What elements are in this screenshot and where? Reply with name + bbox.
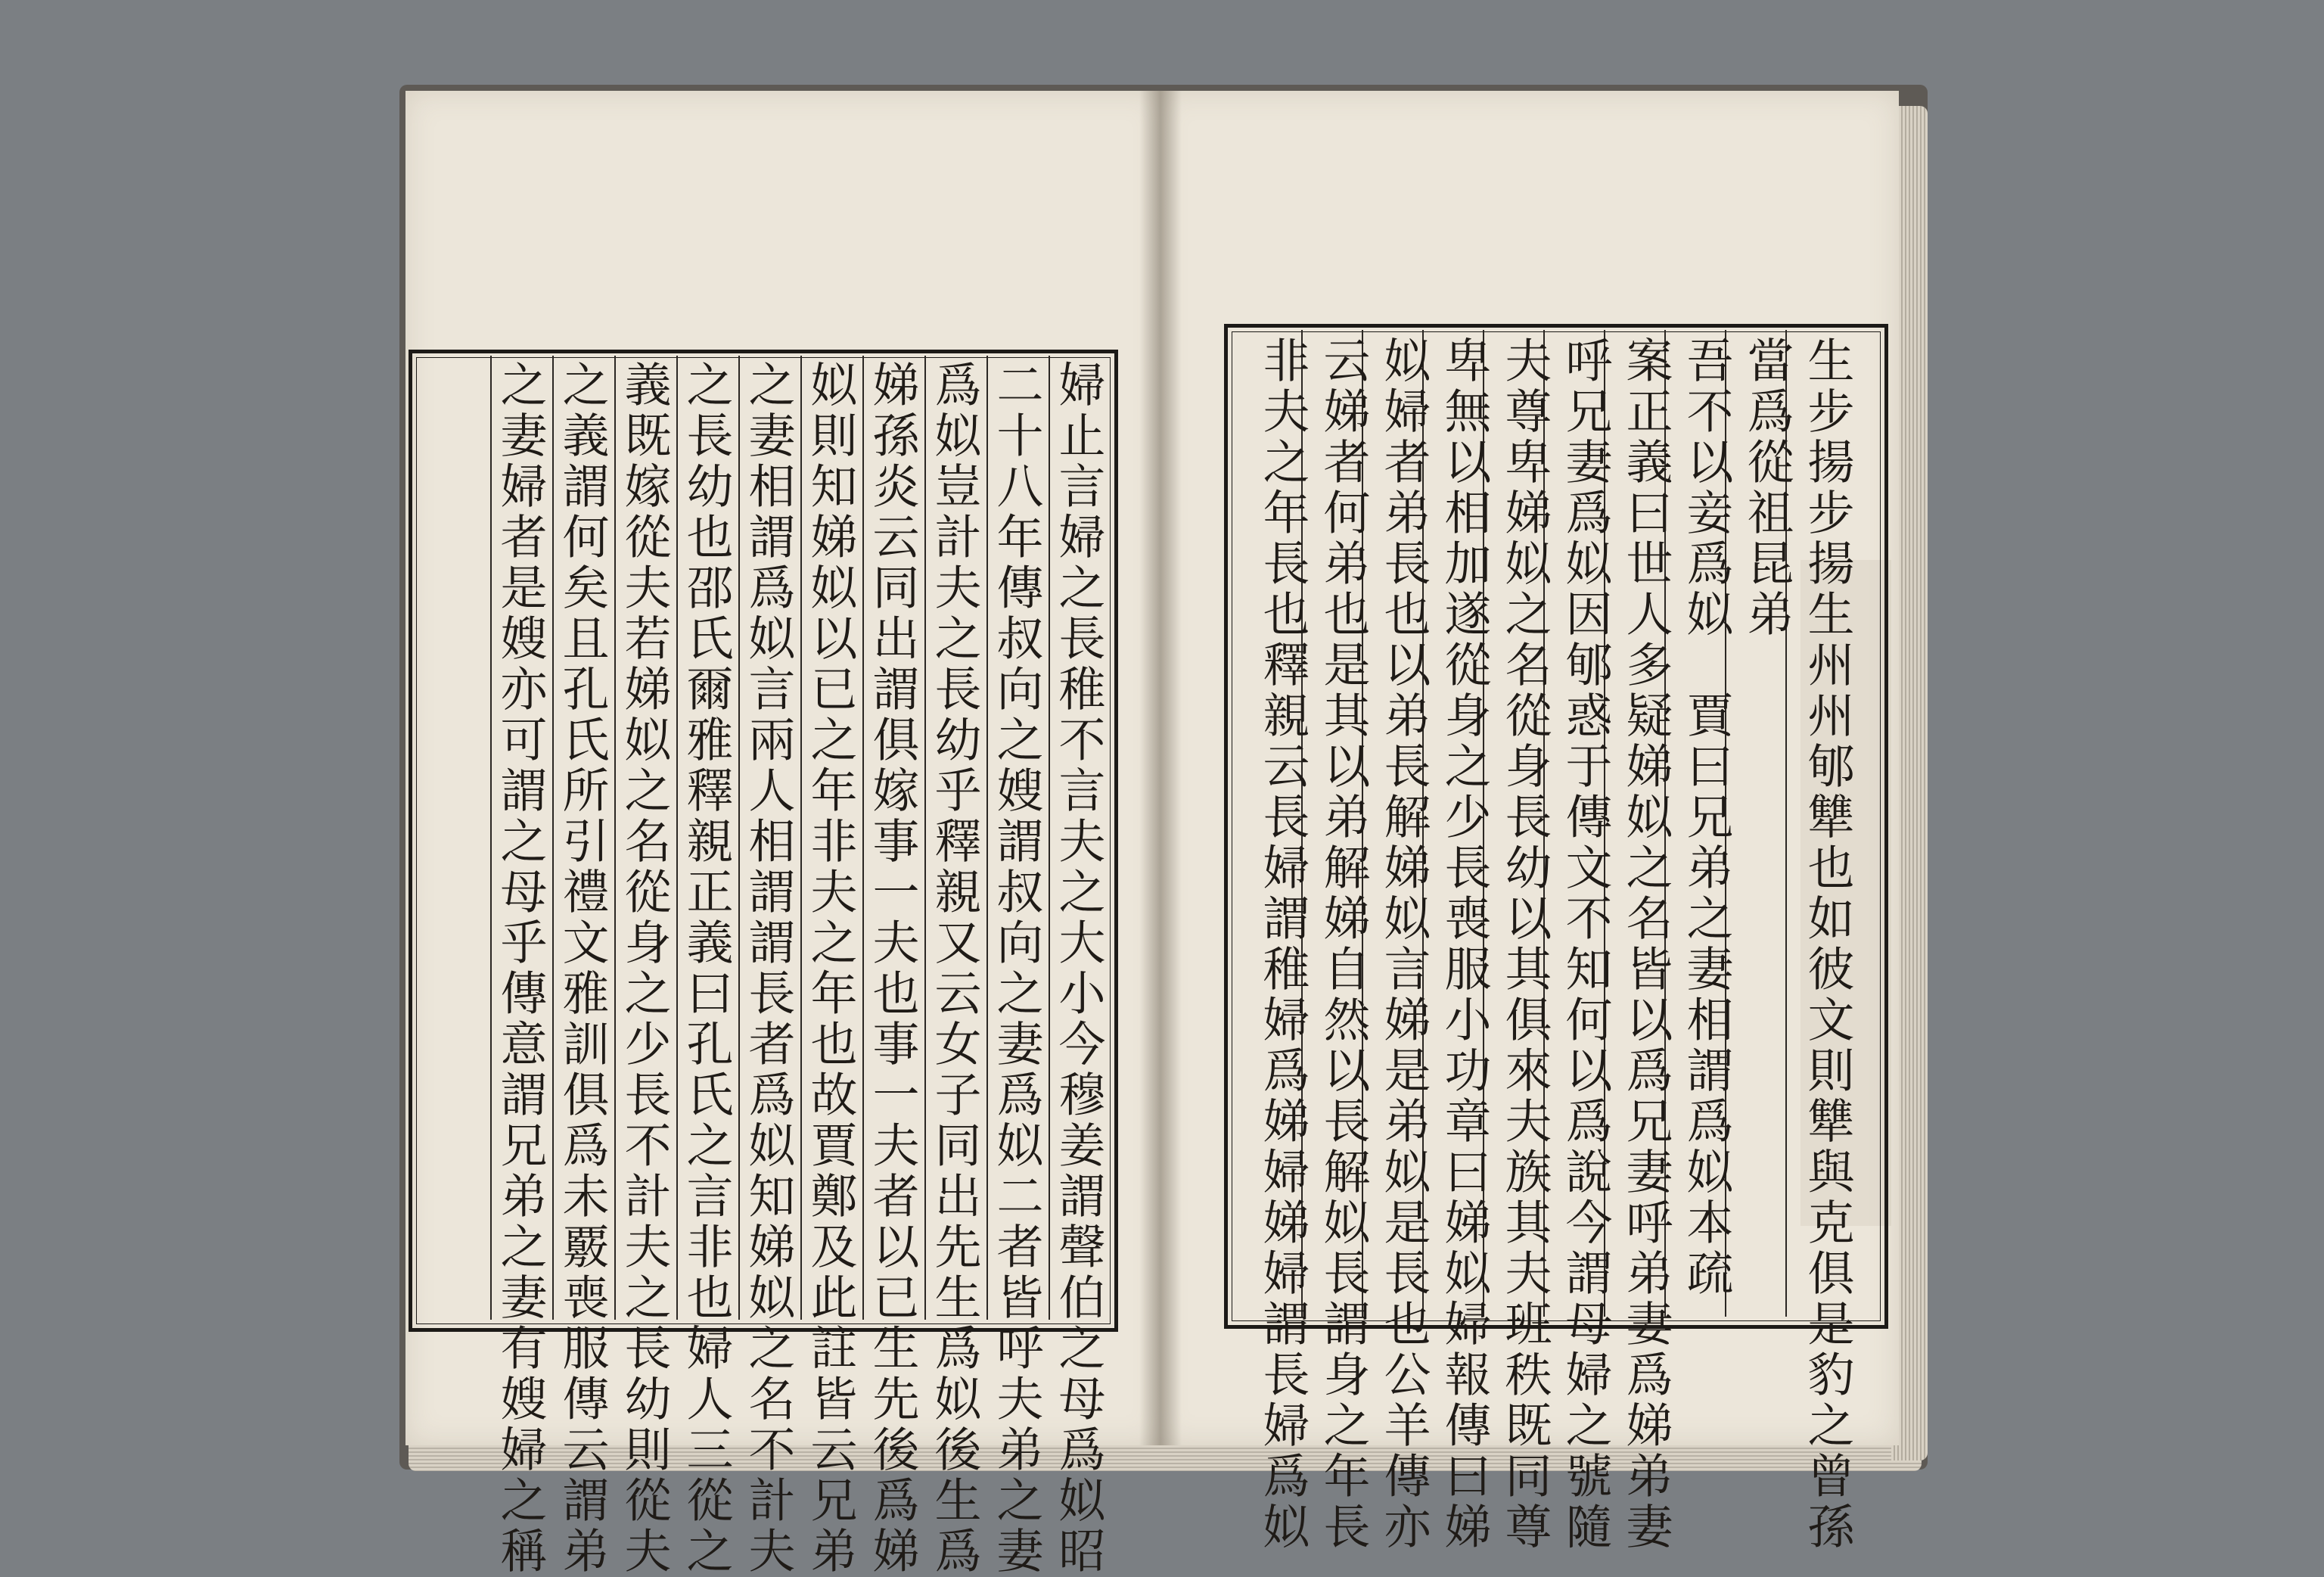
text-column: 吾不以妾爲姒 賈曰兄弟之妻相謂爲姒本疏 — [1679, 336, 1734, 1299]
text-column: 之妻相謂爲姒言兩人相謂謂長者爲姒知娣姒之名不計夫 — [741, 360, 796, 1577]
text-column: 娣孫炎云同出謂俱嫁事一夫也事一夫者以已生先後爲娣 — [865, 360, 920, 1577]
text-column: 生步揚步揚生州州郇犨也如彼文則犨與克俱是豹之曾孫 — [1800, 336, 1855, 1553]
text-column: 卑無以相加遂從身之少長喪服小功章曰娣姒婦報傳曰娣 — [1437, 336, 1492, 1553]
text-column: 案正義曰世人多疑娣姒之名皆以爲兄妻呼弟妻爲娣弟妻 — [1618, 336, 1673, 1553]
column-rule — [924, 356, 926, 1320]
text-column: 呼兄妻爲姒因郇惑于傳文不知何以爲說今謂母婦之號隨 — [1558, 336, 1613, 1553]
text-column: 姒婦者弟長也以弟長解娣姒言娣是弟姒是長也公羊傳亦 — [1376, 336, 1431, 1553]
book-gutter — [1139, 91, 1182, 1445]
column-rule — [862, 356, 864, 1320]
column-rule — [800, 356, 802, 1320]
text-column: 之義謂何矣且孔氏所引禮文雅訓俱爲未覈喪服傳云謂弟 — [555, 360, 610, 1577]
column-rule — [490, 356, 492, 1320]
text-column: 婦止言婦之長稚不言夫之大小今穆姜謂聲伯之母爲姒昭 — [1051, 360, 1106, 1577]
text-column: 夫尊卑娣姒之名從身長幼以其俱來夫族其夫班秩既同尊 — [1497, 336, 1552, 1553]
text-column: 非夫之年長也釋親云長婦謂稚婦爲娣婦娣婦謂長婦爲姒 — [1255, 336, 1310, 1553]
text-column: 云娣者何弟也是其以弟解娣自然以長解姒長謂身之年長 — [1316, 336, 1371, 1553]
column-rule — [738, 356, 740, 1320]
text-column: 二十八年傳叔向之嫂謂叔向之妻爲姒二者皆呼夫弟之妻 — [989, 360, 1044, 1577]
text-column: 之妻婦者是嫂亦可謂之母乎傳意謂兄弟之妻有嫂婦之稱 — [492, 360, 548, 1577]
text-column: 當爲從祖昆弟 — [1739, 336, 1794, 640]
column-rule — [676, 356, 678, 1320]
text-column: 姒則知娣姒以已之年非夫之年也故賈鄭及此註皆云兄弟 — [803, 360, 858, 1577]
text-column: 之長幼也邵氏爾雅釋親正義曰孔氏之言非也婦人三從之 — [679, 360, 734, 1577]
column-rule — [986, 356, 988, 1320]
column-rule — [614, 356, 616, 1320]
text-column: 義既嫁從夫若娣姒之名從身之少長不計夫之長幼則從夫 — [617, 360, 672, 1577]
column-rule — [1049, 356, 1050, 1320]
text-column: 爲姒豈計夫之長幼乎釋親又云女子同出先生爲姒後生爲 — [927, 360, 982, 1577]
column-rule — [552, 356, 554, 1320]
